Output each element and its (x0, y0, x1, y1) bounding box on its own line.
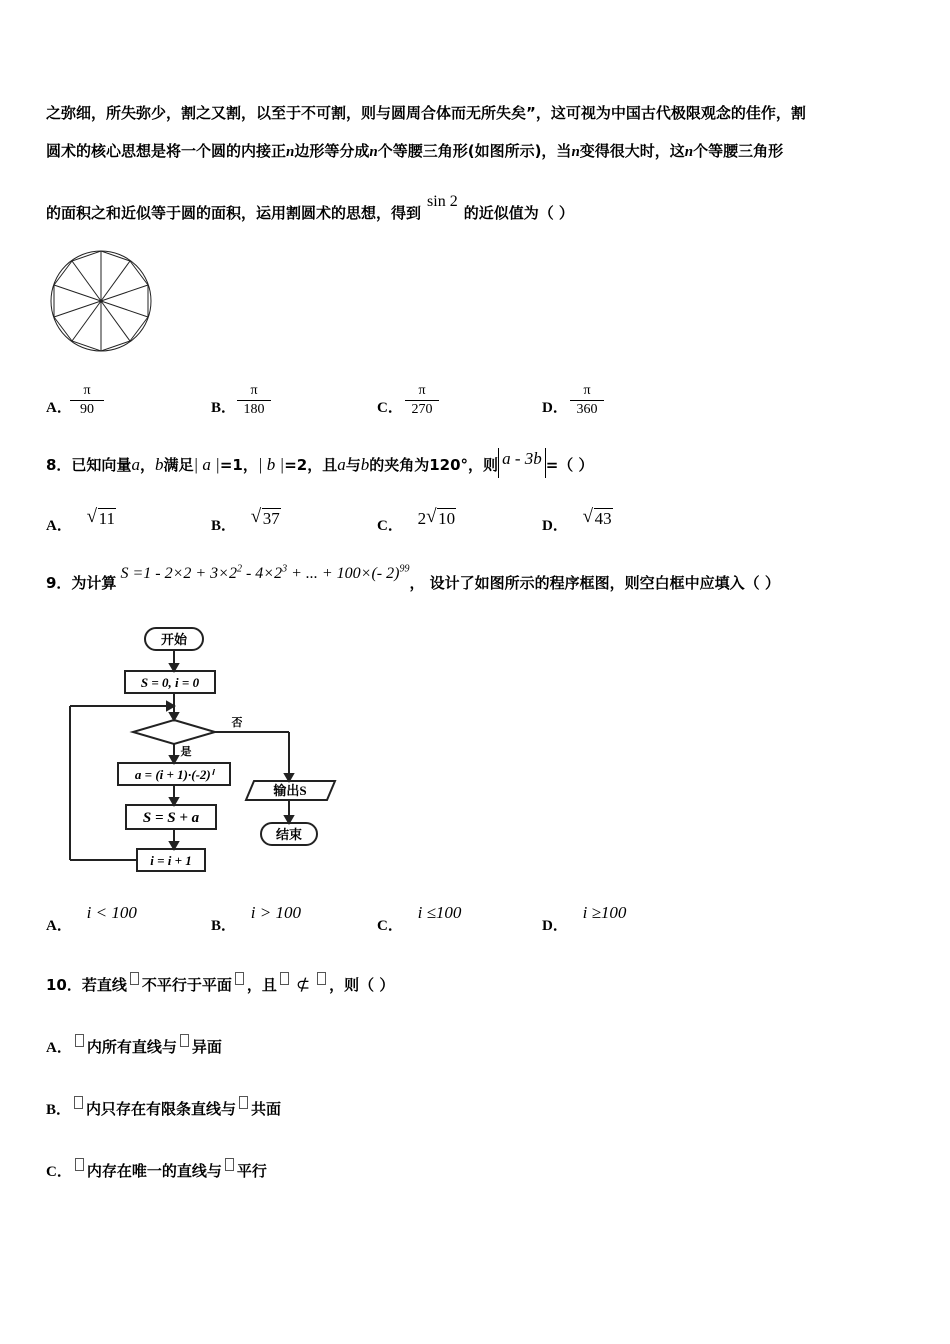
missing-glyph-icon (317, 972, 326, 985)
flow-increment-text: i = i + 1 (150, 853, 192, 868)
q8-option-c[interactable]: C． 2 √ 10 (377, 506, 456, 534)
flow-assign-text: a = (i + 1)·(-2)ⁱ (134, 767, 214, 782)
q10-question: 10．若直线 不平行于平面 ，且 ⊄ ，则（ ） (46, 974, 394, 995)
sqrt-10: √ 10 (426, 506, 456, 528)
missing-glyph-icon (280, 972, 289, 985)
flow-sum-text: S = S + a (142, 810, 200, 826)
program-flowchart (48, 614, 338, 880)
q10-option-b[interactable]: B． 内只存在有限条直线与 共面 (46, 1098, 281, 1119)
q8-option-b[interactable]: B． √ 37 (211, 506, 280, 534)
flow-init-text: S = 0, i = 0 (140, 675, 200, 690)
q10-option-c[interactable]: C． 内存在唯一的直线与 平行 (46, 1160, 267, 1181)
q7-option-d[interactable]: D． (542, 400, 568, 416)
intro-line-1: 之弥细，所失弥少，割之又割，以至于不可割，则与圆周合体而无所失矣”，这可视为中国古代极限观念的佳作，割 (46, 104, 806, 122)
flow-start-text: 开始 (160, 632, 188, 647)
missing-glyph-icon (130, 972, 139, 985)
intro-line-3: 的面积之和近似等于圆的面积，运用割圆术的思想，得到sin 2的近似值为（ ） (46, 193, 574, 222)
missing-glyph-icon (75, 1158, 84, 1171)
flow-yes-text: 是 (180, 746, 192, 758)
q9-option-c[interactable]: C． i ≤100 (377, 903, 462, 934)
q7-option-b[interactable]: B． (211, 400, 237, 416)
q8-question: 8．已知向量a，b满足| a |=1，| b |=2，且a与b的夹角为120°，则 a - 3b =（ ） (46, 454, 594, 484)
q7-option-a[interactable]: A． (46, 400, 72, 416)
missing-glyph-icon (239, 1096, 248, 1109)
sqrt-37: √ 37 (250, 506, 280, 528)
missing-glyph-icon (74, 1096, 83, 1109)
q7-option-c-fraction: $\frac{\pi}{270}$ (405, 382, 439, 419)
missing-glyph-icon (75, 1034, 84, 1047)
flow-output-text: 输出S (273, 783, 307, 798)
q7-option-d-fraction: $\frac{\pi}{360}$ (570, 382, 604, 419)
q7-option-c[interactable]: C． (377, 400, 403, 416)
sqrt-11: √ 11 (86, 506, 115, 528)
sqrt-43: √ 43 (582, 506, 612, 528)
intro-line-2: 圆术的核心思想是将一个圆的内接正n边形等分成n个等腰三角形(如图所示)，当n变得很大时，这n个等腰三角形 (46, 142, 784, 160)
q7-option-b-fraction: $\frac{\pi}{180}$ (237, 382, 271, 419)
q9-option-d[interactable]: D． i ≥100 (542, 903, 627, 934)
q7-option-a-fraction: $\frac{\pi}{90}$ (70, 382, 104, 419)
q9-formula: $S =1 - 2\times 2 + 3\times 2^2 - 4\times 2^3$ + ... + 100×(- 2)$^{99}$ (120, 563, 410, 582)
flow-no-text: 否 (231, 717, 243, 729)
flow-condition-diamond (133, 720, 215, 744)
q9-question: 9．为计算$S =1 - 2\times 2 + 3\times 2^2 - 4\times 2^3$ + ... + 100×(- 2)$^{99}$， 设计了如图所示的程序框图，则空白框中应填入（ ） (46, 563, 780, 592)
missing-glyph-icon (180, 1034, 189, 1047)
q9-option-b[interactable]: B． i > 100 (211, 903, 301, 934)
q8-option-d[interactable]: D． √ 43 (542, 506, 612, 534)
sin2-expression: sin 2 (427, 193, 458, 210)
q8-abs-expression: a - 3b (498, 448, 546, 478)
q9-option-a[interactable]: A． i < 100 (46, 903, 137, 934)
flow-end-text: 结束 (275, 827, 303, 842)
missing-glyph-icon (235, 972, 244, 985)
q8-option-a[interactable]: A． √ 11 (46, 506, 115, 534)
missing-glyph-icon (225, 1158, 234, 1171)
circle-polygon-figure (48, 248, 154, 354)
q10-option-a[interactable]: A． 内所有直线与 异面 (46, 1036, 222, 1057)
